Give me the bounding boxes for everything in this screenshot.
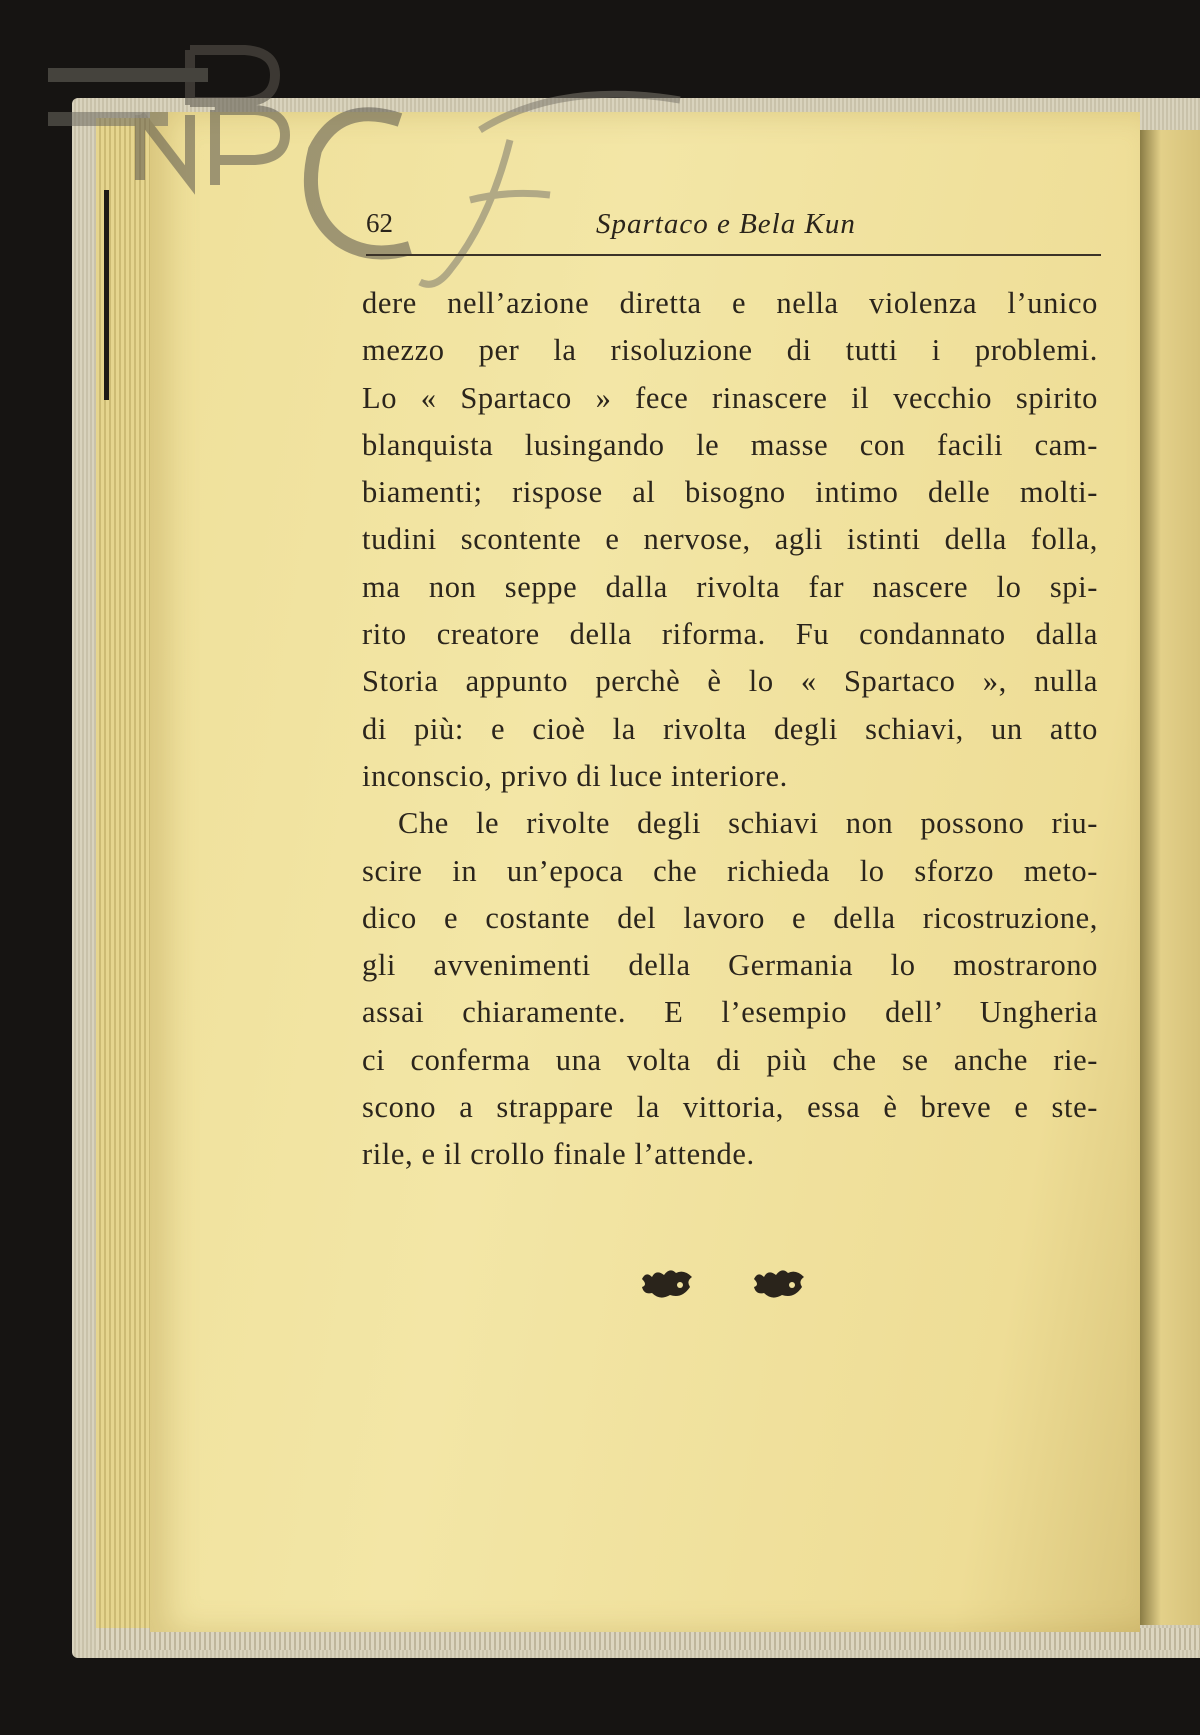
text-line: dico e costante del lavoro e della ricostruzione, xyxy=(362,900,1098,935)
page-heading: Spartaco e Bela Kun xyxy=(596,208,856,240)
facing-pages xyxy=(1140,130,1200,1625)
end-ornaments xyxy=(640,1265,820,1305)
text-line: scire in un’epoca che richieda lo sforzo meto- xyxy=(362,853,1098,888)
text-line: Che le rivolte degli schiavi non possono riu- xyxy=(398,806,1098,841)
text-line: biamenti; rispose al bisogno intimo delle molti- xyxy=(362,475,1098,510)
text-line: assai chiaramente. E l’esempio dell’ Ungheria xyxy=(362,995,1098,1030)
library-watermark xyxy=(40,20,720,320)
watermark-logo-icon xyxy=(40,20,720,320)
running-head xyxy=(366,208,1101,256)
text-line: Storia appunto perchè è lo « Spartaco », nulla xyxy=(362,664,1098,699)
paragraph xyxy=(362,800,1098,1178)
text-line: dere nell’azione diretta e nella violenza l’unico xyxy=(362,286,1098,320)
text-line: ma non seppe dalla rivolta far nascere lo spi- xyxy=(362,569,1098,604)
text-line: di più: e cioè la rivolta degli schiavi, un atto xyxy=(362,711,1098,746)
text-line: blanquista lusingando le masse con facili cam- xyxy=(362,427,1098,462)
page-number: 62 xyxy=(366,208,393,238)
text-line: scono a strappare la vittoria, essa è breve e ste- xyxy=(362,1090,1098,1125)
body-text xyxy=(362,280,1098,1179)
leaf-ornament-icon xyxy=(640,1265,820,1305)
text-line: tudini scontente e nervose, agli istinti della folla, xyxy=(362,522,1098,557)
paragraph xyxy=(362,280,1098,800)
text-line: rile, e il crollo finale l’attende. xyxy=(362,1137,755,1172)
text-line: mezzo per la risoluzione di tutti i problemi. xyxy=(362,333,1098,368)
text-line: gli avvenimenti della Germania lo mostrarono xyxy=(362,948,1098,983)
text-line: inconscio, privo di luce interiore. xyxy=(362,758,788,793)
text-line: ci conferma una volta di più che se anche rie- xyxy=(362,1042,1098,1077)
text-line: rito creatore della riforma. Fu condannato dalla xyxy=(362,617,1098,652)
text-line: Lo « Spartaco » fece rinascere il vecchio spirito xyxy=(362,380,1098,415)
